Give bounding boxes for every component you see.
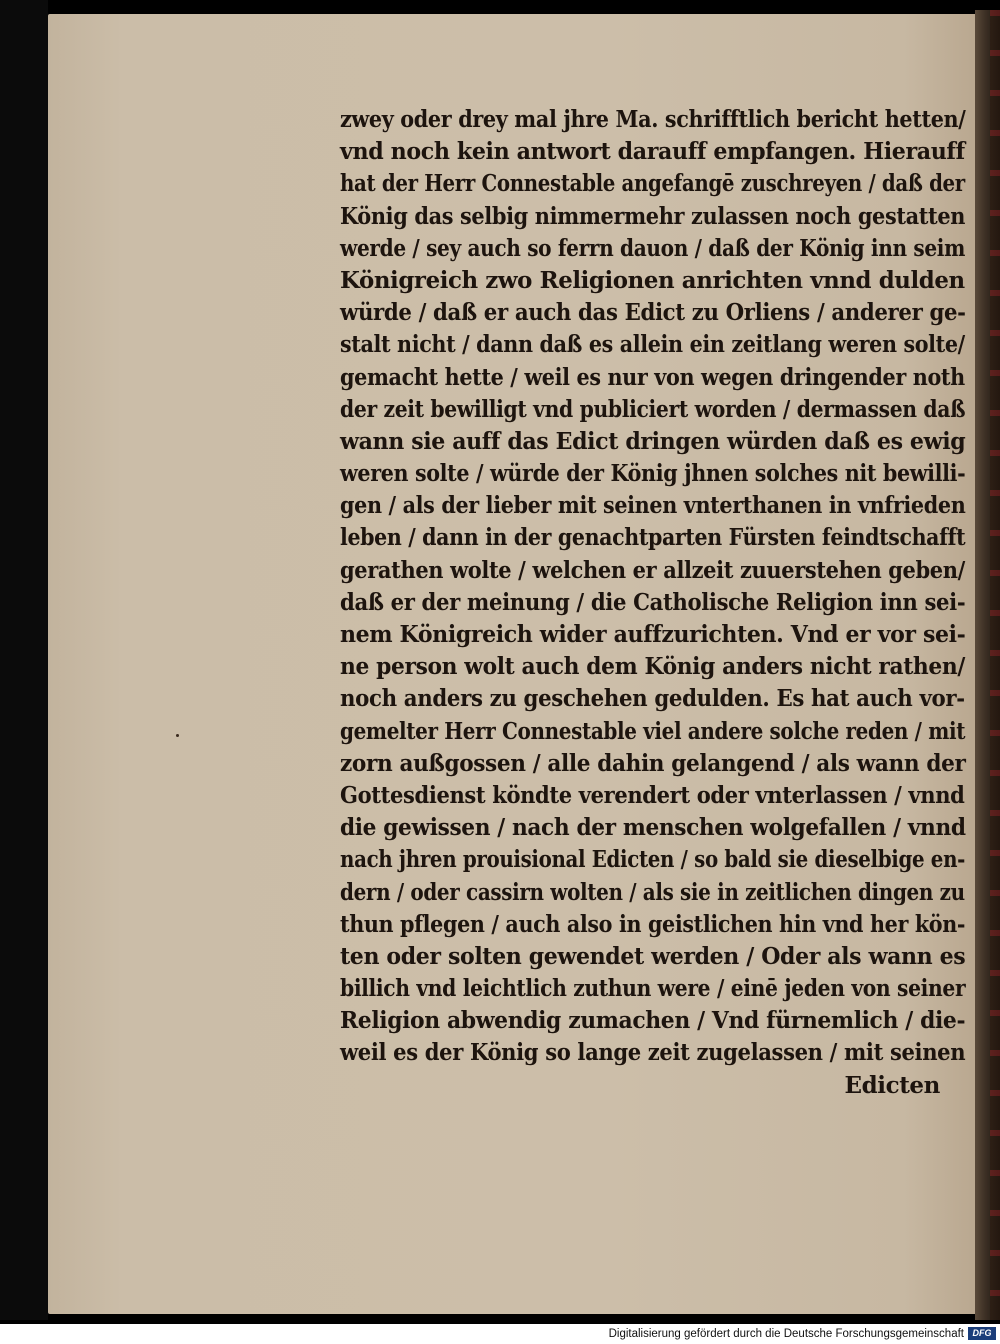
- text-line: würde / daß er auch das Edict zu Orliens / anderer ge-: [340, 299, 966, 327]
- catchword: Edicten: [844, 1071, 940, 1099]
- text-line: vnd noch kein antwort darauff empfangen. Hierauff: [340, 138, 965, 166]
- text-line: die gewissen / nach der menschen wolgefallen / vnnd: [340, 814, 966, 842]
- text-line: nach jhren prouisional Edicten / so bald sie dieselbige en-: [340, 846, 966, 874]
- text-line: Königreich zwo Religionen anrichten vnnd dulden: [340, 266, 965, 294]
- text-line: der zeit bewilligt vnd publiciert worden / dermassen daß: [340, 395, 966, 423]
- text-line: daß er der meinung / die Catholische Religion inn sei-: [340, 588, 966, 616]
- text-line: Gottesdienst köndte verendert oder vnterlassen / vnnd: [340, 781, 965, 809]
- text-line: leben / dann in der genachtparten Fürsten feindtschafft: [340, 524, 966, 552]
- text-line: thun pflegen / auch also in geistlichen hin vnd her kön-: [340, 910, 966, 938]
- text-line: Religion abwendig zumachen / Vnd fürnemlich / die-: [340, 1007, 966, 1035]
- color-calibration-strip: [990, 10, 1000, 1320]
- text-line: zwey oder drey mal jhre Ma. schrifftlich bericht hetten/: [340, 106, 966, 133]
- text-line: hat der Herr Connestable angefangē zuschreyen / daß der: [340, 170, 965, 198]
- text-line: stalt nicht / dann daß es allein ein zeitlang weren solte/: [340, 331, 965, 359]
- text-line: nem Königreich wider auffzurichten. Vnd er vor sei-: [340, 621, 966, 648]
- text-line: gen / als der lieber mit seinen vnterthanen in vnfrieden: [340, 492, 966, 520]
- text-line: werde / sey auch so ferrn dauon / daß der König inn seim: [340, 234, 966, 262]
- text-line: ne person wolt auch dem König anders nicht rathen/: [340, 653, 965, 681]
- dfg-logo-icon: DFG: [968, 1327, 996, 1340]
- text-line: billich vnd leichtlich zuthun were / einē jeden von seiner: [340, 975, 966, 1003]
- text-line: gerathen wolte / welchen er allzeit zuuerstehen geben/: [340, 556, 965, 584]
- text-line: wann sie auff das Edict dringen würden daß es ewig: [340, 427, 966, 455]
- footer-credit: Digitalisierung gefördert durch die Deutsche Forschungsgemeinschaft: [608, 1328, 964, 1340]
- body-text: [340, 104, 965, 1102]
- text-line: zorn außgossen / alle dahin gelangend / als wann der: [340, 749, 966, 777]
- text-line: gemacht hette / weil es nur von wegen dringender noth: [340, 363, 965, 391]
- text-line: König das selbig nimmermehr zulassen noch gestatten: [340, 202, 966, 230]
- text-line: gemelter Herr Connestable viel andere solche reden / mit: [340, 717, 966, 745]
- text-line: ten oder solten gewendet werden / Oder als wann es: [340, 942, 966, 970]
- paper-speck: [176, 734, 179, 737]
- scan-background-left: [0, 0, 48, 1320]
- text-line: weren solte / würde der König jhnen solches nit bewilli-: [340, 460, 966, 488]
- text-line: weil es der König so lange zeit zugelassen / mit seinen: [340, 1039, 966, 1067]
- text-line: dern / oder cassirn wolten / als sie in zeitlichen dingen zu: [340, 878, 965, 906]
- text-line: noch anders zu geschehen gedulden. Es hat auch vor-: [340, 685, 965, 713]
